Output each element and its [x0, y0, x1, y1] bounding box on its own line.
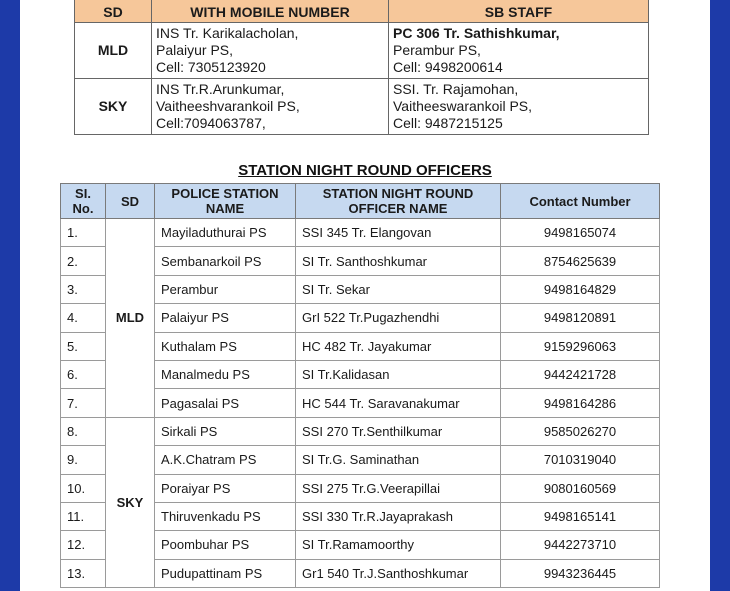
column-header-sb-staff: SB STAFF — [389, 0, 649, 23]
contact-cell: 9498165074 — [501, 219, 660, 247]
sl-no-cell: 10. — [61, 474, 106, 502]
contact-cell: 9585026270 — [501, 417, 660, 445]
sd-cell: MLD — [106, 219, 155, 418]
contact-cell: 9498120891 — [501, 304, 660, 332]
officer-cell: SI Tr.G. Saminathan — [296, 446, 501, 474]
sl-no-cell: 8. — [61, 417, 106, 445]
officer-cell: Gr1 540 Tr.J.Santhoshkumar — [296, 559, 501, 587]
station-cell: A.K.Chatram PS — [155, 446, 296, 474]
officer-cell: HC 544 Tr. Saravanakumar — [296, 389, 501, 417]
officer-cell: SI Tr.Kalidasan — [296, 360, 501, 388]
contact-cell: 9080160569 — [501, 474, 660, 502]
contact-cell: 9943236445 — [501, 559, 660, 587]
officer-cell: SSI 330 Tr.R.Jayaprakash — [296, 502, 501, 530]
sb-staff-line: PC 306 Tr. Sathishkumar, — [393, 25, 560, 41]
sl-no-cell: 5. — [61, 332, 106, 360]
night-round-officers-table — [60, 183, 660, 588]
officer-cell: SI Tr. Santhoshkumar — [296, 247, 501, 275]
sd-cell: SKY — [106, 417, 155, 587]
station-cell: Perambur — [155, 275, 296, 303]
contact-cell: 9442273710 — [501, 531, 660, 559]
table-header-row — [75, 0, 649, 23]
sl-no-cell: 12. — [61, 531, 106, 559]
contact-cell: 8754625639 — [501, 247, 660, 275]
officer-cell: SSI 345 Tr. Elangovan — [296, 219, 501, 247]
station-cell: Thiruvenkadu PS — [155, 502, 296, 530]
sl-no-cell: 13. — [61, 559, 106, 587]
sb-staff-cell — [389, 79, 649, 135]
column-header-officer: WITH MOBILE NUMBER — [152, 0, 389, 23]
station-cell: Pudupattinam PS — [155, 559, 296, 587]
station-cell: Mayiladuthurai PS — [155, 219, 296, 247]
officer-line: Cell: 7305123920 — [156, 59, 266, 75]
station-cell: Kuthalam PS — [155, 332, 296, 360]
officer-cell: SI Tr. Sekar — [296, 275, 501, 303]
table-row — [61, 219, 660, 247]
sl-no-cell: 7. — [61, 389, 106, 417]
sl-no-cell: 11. — [61, 502, 106, 530]
officer-cell — [152, 79, 389, 135]
column-header-station: POLICE STATION NAME — [155, 184, 296, 219]
sb-staff-line: Cell: 9487215125 — [393, 115, 503, 131]
officer-line: Vaitheeshvarankoil PS, — [156, 98, 300, 114]
table-row — [75, 79, 649, 135]
contact-cell: 7010319040 — [501, 446, 660, 474]
sl-no-cell: 1. — [61, 219, 106, 247]
officer-line: Palaiyur PS, — [156, 42, 234, 58]
section-title: STATION NIGHT ROUND OFFICERS — [238, 162, 492, 179]
table-header-row — [61, 184, 660, 219]
column-header-sl-no: SI. No. — [61, 184, 106, 219]
sb-staff-line: Perambur PS, — [393, 42, 481, 58]
column-header-contact: Contact Number — [501, 184, 660, 219]
officer-cell: SI Tr.Ramamoorthy — [296, 531, 501, 559]
station-cell: Poraiyar PS — [155, 474, 296, 502]
table-row — [61, 417, 660, 445]
sd-cell: SKY — [75, 79, 152, 135]
officer-line: Cell:7094063787, — [156, 115, 266, 131]
contact-cell: 9498164829 — [501, 275, 660, 303]
station-cell: Palaiyur PS — [155, 304, 296, 332]
sb-staff-line: SSI. Tr. Rajamohan, — [393, 81, 519, 97]
table-row — [75, 23, 649, 79]
officer-line: INS Tr.R.Arunkumar, — [156, 81, 285, 97]
page-border-right — [710, 0, 730, 591]
sl-no-cell: 2. — [61, 247, 106, 275]
column-header-sd: SD — [106, 184, 155, 219]
officer-cell: SSI 270 Tr.Senthilkumar — [296, 417, 501, 445]
sb-staff-cell — [389, 23, 649, 79]
sb-staff-line: Vaitheeswarankoil PS, — [393, 98, 533, 114]
sl-no-cell: 3. — [61, 275, 106, 303]
officer-cell: SSI 275 Tr.G.Veerapillai — [296, 474, 501, 502]
station-cell: Manalmedu PS — [155, 360, 296, 388]
station-cell: Poombuhar PS — [155, 531, 296, 559]
sl-no-cell: 9. — [61, 446, 106, 474]
sd-officer-table — [74, 0, 649, 135]
sl-no-cell: 4. — [61, 304, 106, 332]
night-table-body — [61, 219, 660, 588]
sb-staff-line: Cell: 9498200614 — [393, 59, 503, 75]
column-header-officer: STATION NIGHT ROUND OFFICER NAME — [296, 184, 501, 219]
document-page — [20, 0, 710, 591]
station-cell: Sirkali PS — [155, 417, 296, 445]
contact-cell: 9442421728 — [501, 360, 660, 388]
contact-cell: 9498165141 — [501, 502, 660, 530]
officer-cell — [152, 23, 389, 79]
contact-cell: 9159296063 — [501, 332, 660, 360]
officer-line: INS Tr. Karikalacholan, — [156, 25, 299, 41]
sd-cell: MLD — [75, 23, 152, 79]
station-cell: Sembanarkoil PS — [155, 247, 296, 275]
sl-no-cell: 6. — [61, 360, 106, 388]
column-header-sd: SD — [75, 0, 152, 23]
contact-cell: 9498164286 — [501, 389, 660, 417]
station-cell: Pagasalai PS — [155, 389, 296, 417]
officer-cell: GrI 522 Tr.Pugazhendhi — [296, 304, 501, 332]
page-border-left — [0, 0, 20, 591]
officer-cell: HC 482 Tr. Jayakumar — [296, 332, 501, 360]
